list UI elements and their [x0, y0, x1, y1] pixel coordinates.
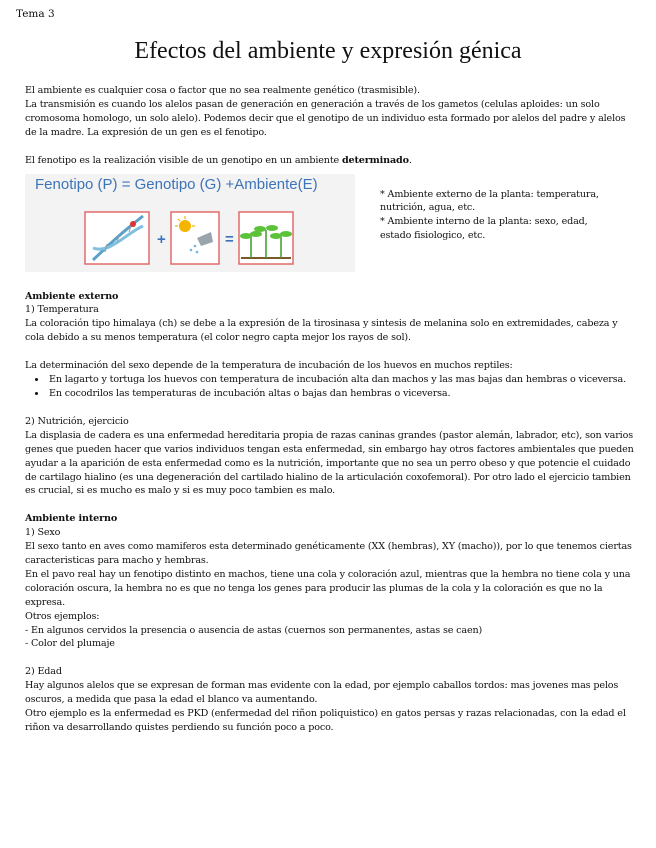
nutrition-paragraph: La displasia de cadera es una enfermedad hereditaria propia de razas caninas grandes (pastor alemán, labrador, etc), son varios genes que pueden hacer que varios individuos tengan esta enfermedad, sin embargo hay otros factores ambientales que pueden ayudar a la aparición de esta enfermedad como es la nutrición, importante que no sea un perro obeso y que potencie el cuidado de cartilago hialino (es una degeneración del cartilado hialino de la articulación coxofemoral). Por otro lado el ejercicio tambien es crucial, si es mucho es malo y si es muy poco tambien es malo. [25, 429, 634, 497]
sex-paragraph-2: En el pavo real hay un fenotipo distinto en machos, tiene una cola y coloración azul, mientras que la hembra no tiene cola y una coloración oscura, la hembra no es que no tenga los genes para producir las plumas de la cola y la coloración es que no la expresa. [25, 568, 631, 608]
topic-label: Tema 3 [16, 8, 55, 20]
equals-sign: = [225, 230, 234, 248]
definition-bold-word: determinado [341, 154, 409, 166]
note-internal: * Ambiente interno de la planta: sexo, edad, estado fisiologico, etc. [380, 216, 588, 242]
plant-icon [239, 212, 293, 264]
definition-period: . [408, 154, 412, 166]
note-external: * Ambiente externo de la planta: temperatura, nutrición, agua, etc. [380, 188, 599, 214]
plus-sign: + [157, 230, 166, 248]
age-paragraph-1: Hay algunos alelos que se expresan de forman mas evidente con la edad, por ejemplo caballos tordos: mas jovenes mas pelos oscuros, a medida que pasa la edad el blanco va aumentando. [25, 680, 619, 706]
dna-icon [85, 212, 149, 264]
figure-row [25, 174, 637, 276]
definition-text: El fenotipo es la realización visible de un genotipo en un ambiente [25, 154, 342, 166]
intro-paragraph-2: La transmisión es cuando los alelos pasan de generación en generación a través de los gametos (celulas aploides: un solo cromosoma homologo, un solo alelo). Podemos decir que el genotipo de un individuo esta formado por alelos del padre y alelos de la madre. La expresión de un gen es el fenotipo. [25, 98, 626, 138]
temperature-paragraph-1: La coloración tipo himalaya (ch) se debe a la expresión de la tirosinasa y sintesis de melanina solo en extremidades, cabeza y cola debido a su menos temperatura (el color negro capta mejor los rayos de sol). [25, 318, 618, 344]
temperature-paragraph-2: La determinación del sexo depende de la temperatura de incubación de los huevos en muchos reptiles: [25, 360, 513, 372]
age-paragraph-2: Otro ejemplo es la enfermedad es PKD (enfermedad del riñon poliquistico) en gatos persas y razas relacionadas, con la edad el riñon va desarrollando quistes perdiendo su función poco a poco. [25, 708, 626, 733]
subsection-nutrition: 2) Nutrición, ejercicio [25, 415, 129, 427]
list-item: • En cocodrilos las temperaturas de incubación altas o bajas dan hembras o viceversa. [47, 387, 637, 401]
intro-paragraph-1: El ambiente es cualquier cosa o factor que no sea realmente genético (trasmisible). [25, 85, 420, 96]
list-item: • En lagarto y tortuga los huevos con temperatura de incubación alta dan machos y las mas bajas dan hembras o viceversa. [47, 373, 637, 387]
phenotype-formula-figure [25, 174, 355, 272]
reptile-list [25, 373, 637, 401]
other-examples-title: Otros ejemplos: [25, 610, 100, 622]
other-example-item: - Color del plumaje [25, 638, 115, 650]
sex-paragraph-1: El sexo tanto en aves como mamiferos esta determinado genéticamente (XX (hembras), XY (macho)), por lo que tenemos ciertas caracteristicas para macho y hembras. [25, 541, 632, 567]
phenotype-definition [25, 154, 637, 168]
environment-icon [171, 212, 219, 264]
document-body [25, 84, 637, 735]
subsection-temperature: 1) Temperatura [25, 304, 99, 316]
other-example-item: - En algunos cervidos la presencia o ausencia de astas (cuernos son permanentes, astas se caen) [25, 624, 483, 636]
figure-notes [380, 188, 620, 244]
page-title: Efectos del ambiente y expresión génica [134, 38, 522, 64]
subsection-age: 2) Edad [25, 666, 62, 678]
subsection-sex: 1) Sexo [25, 527, 61, 539]
section-heading-external: Ambiente externo [25, 290, 119, 302]
formula-text: Fenotipo (P) = Genotipo (G) +Ambiente(E) [35, 175, 318, 193]
section-heading-internal: Ambiente interno [25, 513, 118, 525]
